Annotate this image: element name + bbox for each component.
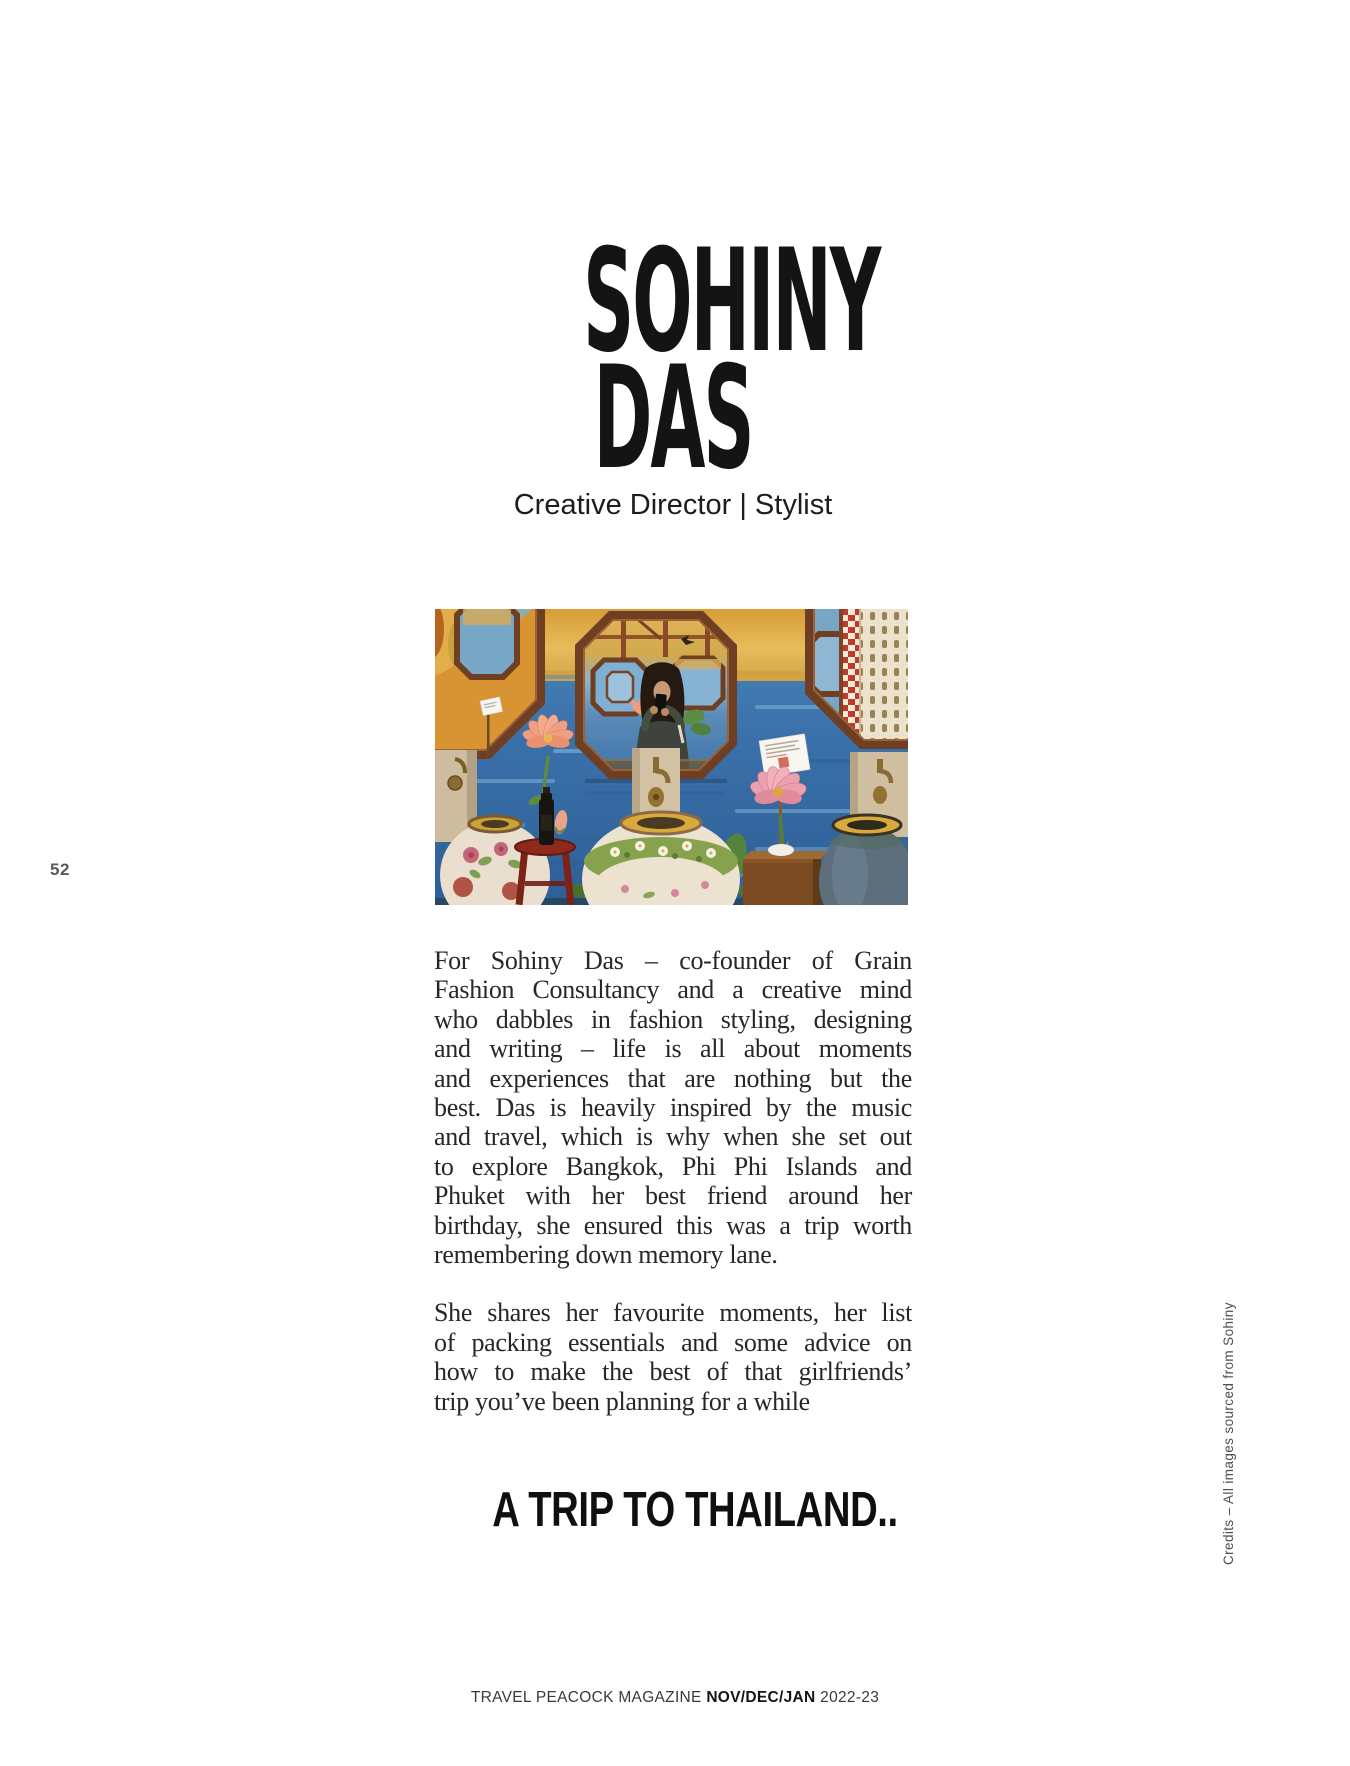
article-line: Fashion Consultancy and a creative mind xyxy=(434,975,912,1005)
article-body xyxy=(434,946,912,1416)
article-line: She shares her favourite moments, her list xyxy=(434,1298,912,1328)
title-line-1: SOHINY xyxy=(583,219,880,384)
article-paragraph-1 xyxy=(434,946,912,1269)
black-bottle xyxy=(539,787,554,845)
credits-vertical: Credits – All images sourced from Sohiny xyxy=(1221,1302,1236,1565)
article-line: best. Das is heavily inspired by the music xyxy=(434,1093,912,1123)
page-footer xyxy=(0,1689,1350,1707)
article-line: remembering down memory lane. xyxy=(434,1240,778,1270)
hero-photo xyxy=(435,609,908,905)
footer-year: 2022-23 xyxy=(815,1689,880,1706)
page-number: 52 xyxy=(50,860,70,879)
footer-issue: NOV/DEC/JAN xyxy=(706,1689,816,1706)
article-line: For Sohiny Das – co-founder of Grain xyxy=(434,946,912,975)
article-line: Phuket with her best friend around her xyxy=(434,1181,912,1211)
article-paragraph-2 xyxy=(434,1298,912,1416)
article-title xyxy=(435,219,911,501)
article-line: birthday, she ensured this was a trip worth xyxy=(434,1210,912,1240)
section-heading: A TRIP TO THAILAND.. xyxy=(492,1483,898,1537)
footer-magazine-name: TRAVEL PEACOCK MAGAZINE xyxy=(470,1689,707,1706)
title-subtitle: Creative Director | Stylist xyxy=(513,489,833,521)
article-line: trip you’ve been planning for a while xyxy=(434,1386,810,1416)
article-line: and travel, which is why when she set out xyxy=(434,1122,912,1152)
article-line: to explore Bangkok, Phi Phi Islands and xyxy=(434,1151,912,1181)
hero-photo-illustration xyxy=(435,609,908,905)
article-line: how to make the best of that girlfriends’ xyxy=(434,1357,912,1387)
article-line: and experiences that are nothing but the xyxy=(434,1063,912,1093)
article-line: of packing essentials and some advice on xyxy=(434,1327,912,1357)
article-line: and writing – life is all about moments xyxy=(434,1034,912,1064)
title-line-2: DAS xyxy=(593,336,753,501)
article-line: who dabbles in fashion styling, designing xyxy=(434,1004,912,1034)
